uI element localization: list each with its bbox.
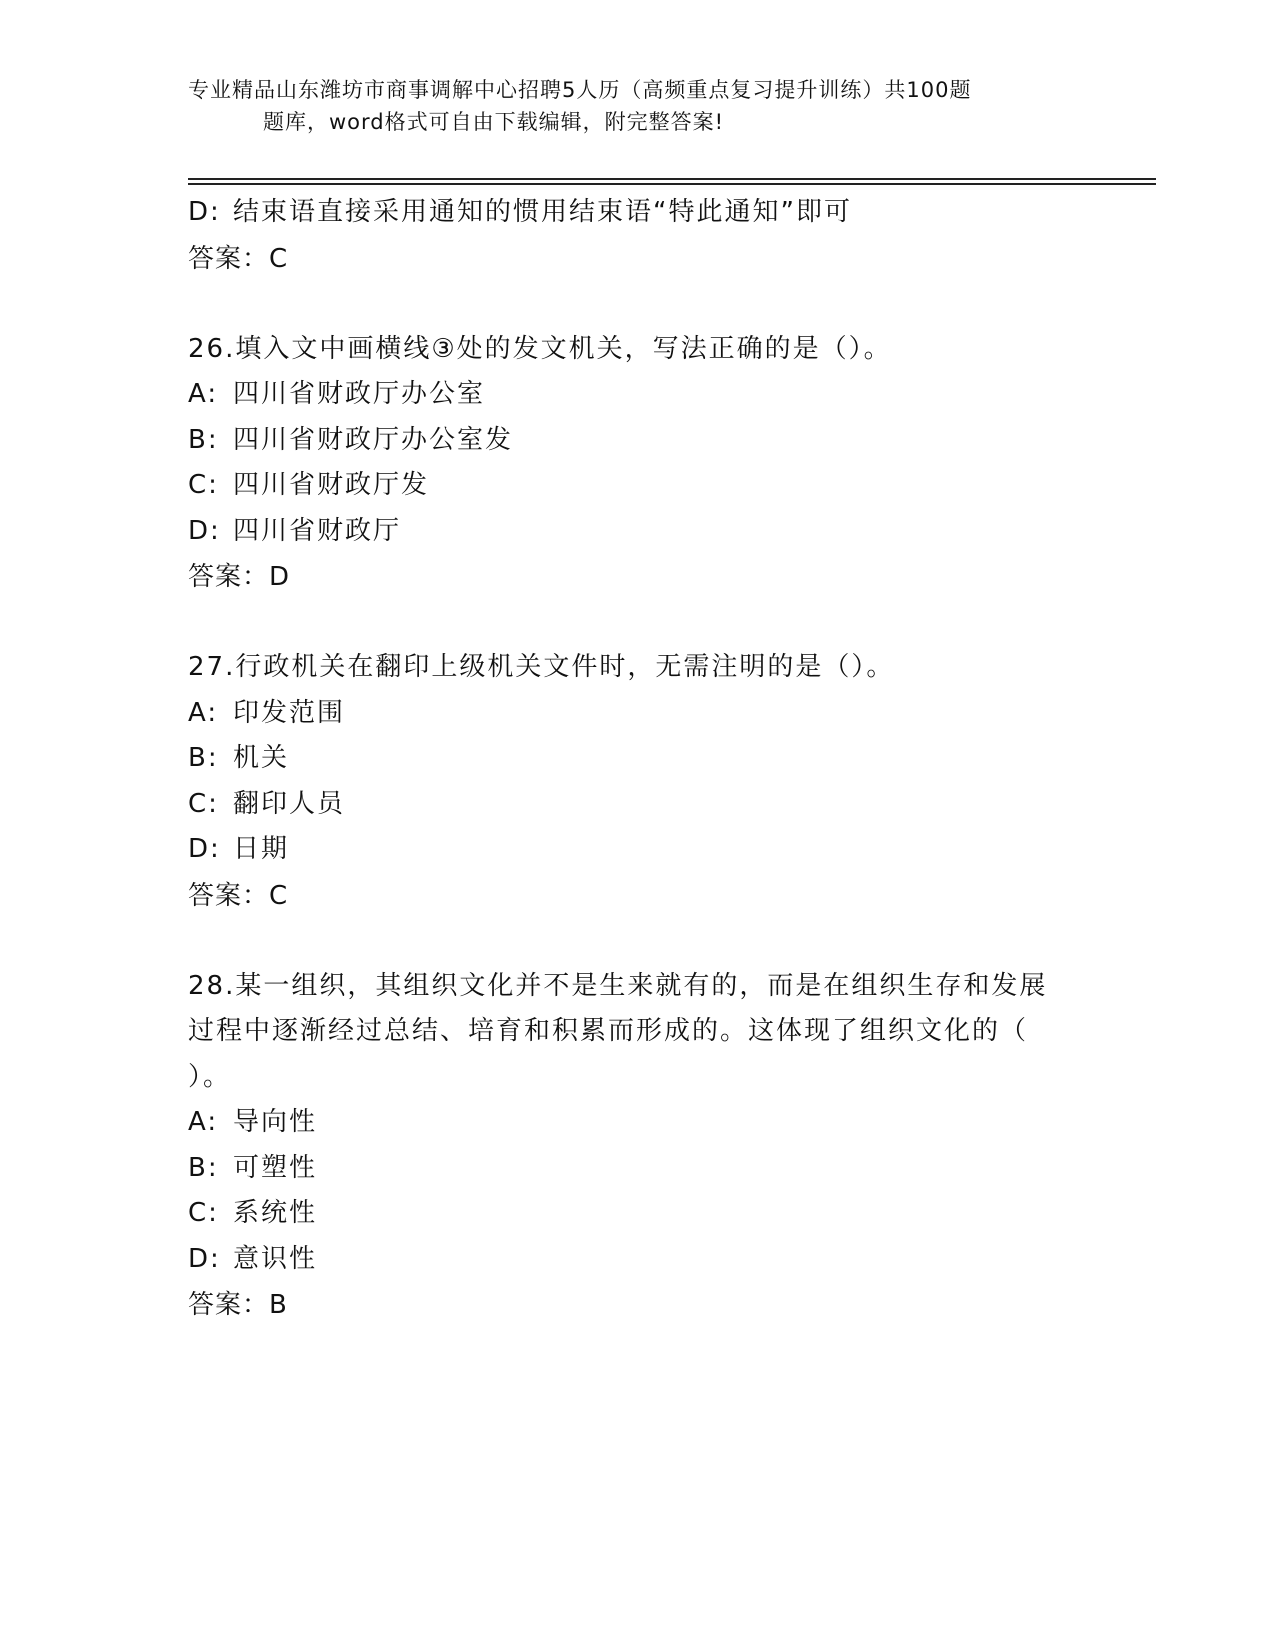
question-stem-line: ）。 — [188, 1061, 232, 1092]
option-text: 日期 — [233, 834, 290, 864]
option-text: 导向性 — [233, 1107, 318, 1137]
option-c — [188, 1191, 1088, 1237]
document-header — [188, 74, 1088, 138]
option-label: C: — [188, 788, 219, 819]
option-label: A: — [188, 697, 219, 728]
option-label: D: — [188, 1243, 221, 1274]
option-text: 四川省财政厅 — [233, 515, 402, 546]
option-label: C: — [188, 470, 219, 500]
option-label: D: — [188, 515, 221, 546]
option-text: 印发范围 — [233, 697, 346, 728]
option-d — [188, 190, 1088, 236]
option-text: 四川省财政厅发 — [233, 470, 430, 500]
option-a — [188, 691, 1088, 737]
answer-line: 答案：C — [188, 880, 289, 911]
answer-line: 答案：B — [188, 1290, 288, 1320]
question-stem-line: 过程中逐渐经过总结、培育和积累而形成的。这体现了组织文化的（ — [188, 1016, 1029, 1046]
option-text: 可塑性 — [233, 1152, 318, 1183]
option-d — [188, 827, 1088, 873]
question-stem: 27.行政机关在翻印上级机关文件时，无需注明的是（）。 — [188, 652, 895, 682]
option-text: 机关 — [233, 743, 290, 773]
option-b — [188, 418, 1088, 464]
header-title-line2: 题库，word格式可自由下载编辑，附完整答案! — [263, 110, 725, 134]
question-list — [188, 190, 1088, 1328]
answer-line: 答案：D — [188, 562, 291, 592]
option-text: 翻印人员 — [233, 788, 346, 819]
question-stem-line: 28.某一组织，其组织文化并不是生来就有的，而是在组织生存和发展 — [188, 970, 1048, 1001]
option-b — [188, 1146, 1088, 1192]
option-text: 系统性 — [233, 1198, 318, 1228]
option-label: A: — [188, 379, 219, 409]
option-a — [188, 372, 1088, 418]
header-title-line1: 专业精品山东潍坊市商事调解中心招聘5人历（高频重点复习提升训练）共100题 — [188, 78, 972, 102]
option-label: C: — [188, 1198, 219, 1228]
option-text: 四川省财政厅办公室发 — [233, 424, 514, 455]
option-b — [188, 736, 1088, 782]
option-label: B: — [188, 1152, 219, 1183]
option-c — [188, 463, 1088, 509]
option-c — [188, 782, 1088, 828]
question-stem: 26.填入文中画横线③处的发文机关，写法正确的是（）。 — [188, 333, 892, 364]
option-text: 意识性 — [233, 1243, 318, 1274]
option-text: 四川省财政厅办公室 — [233, 379, 486, 409]
option-label: B: — [188, 424, 219, 455]
option-label: A: — [188, 1107, 219, 1137]
option-d — [188, 1237, 1088, 1283]
option-label: B: — [188, 743, 219, 773]
answer-line: 答案：C — [188, 243, 289, 274]
option-d — [188, 509, 1088, 555]
header-divider-bottom — [188, 183, 1156, 185]
option-label: D: — [188, 197, 221, 227]
header-divider-top — [188, 178, 1156, 180]
option-text: 结束语直接采用通知的惯用结束语“特此通知”即可 — [233, 197, 852, 227]
option-a — [188, 1100, 1088, 1146]
option-label: D: — [188, 834, 221, 864]
